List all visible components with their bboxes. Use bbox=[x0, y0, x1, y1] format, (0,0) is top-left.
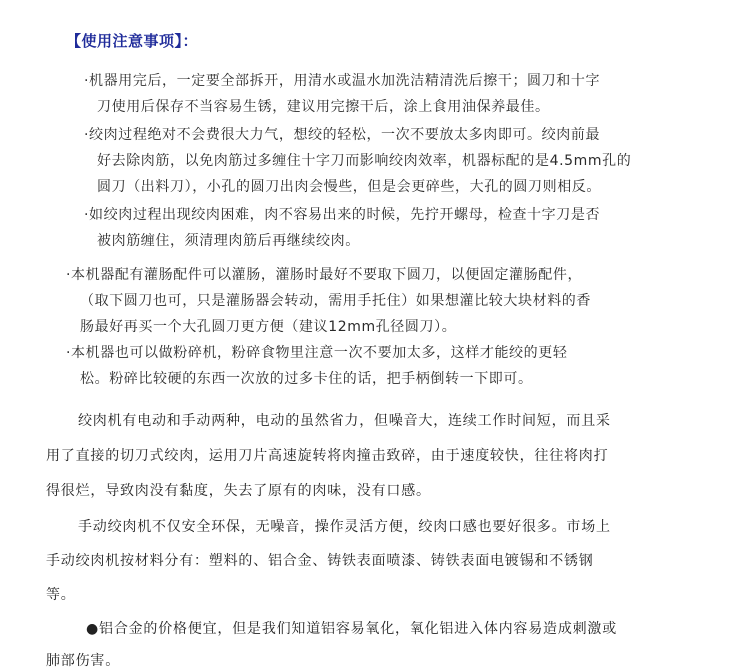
paragraph-2-line-1: 手动绞肉机不仅安全环保，无噪音，操作灵活方便，绞肉口感也要好很多。市场上 bbox=[78, 519, 611, 535]
note-3-line-1: ·如绞肉过程出现绞肉困难，肉不容易出来的时候，先拧开螺母，检查十字刀是否 bbox=[84, 207, 601, 223]
note-2-line-2: 好去除肉筋，以免肉筋过多缠住十字刀而影响绞肉效率，机器标配的是4.5mm孔的 bbox=[97, 153, 632, 169]
paragraph-3-line-1: ●铝合金的价格便宜，但是我们知道铝容易氧化，氧化铝进入体内容易造成刺激或 bbox=[86, 621, 618, 637]
note-4-line-2: （取下圆刀也可，只是灌肠器会转动，需用手托住）如果想灌比较大块材料的香 bbox=[80, 293, 591, 309]
note-2-line-3: 圆刀（出料刀），小孔的圆刀出肉会慢些，但是会更碎些，大孔的圆刀则相反。 bbox=[97, 179, 601, 195]
paragraph-1-line-1: 绞肉机有电动和手动两种，电动的虽然省力，但噪音大，连续工作时间短，而且采 bbox=[78, 413, 611, 429]
note-4-line-3: 肠最好再买一个大孔圆刀更方便（建议12mm孔径圆刀）。 bbox=[80, 319, 457, 335]
paragraph-2-line-3: 等。 bbox=[46, 587, 76, 603]
paragraph-1-line-3: 得很烂，导致肉没有黏度，失去了原有的肉味，没有口感。 bbox=[46, 483, 431, 499]
paragraph-1-line-2: 用了直接的切刀式绞肉，运用刀片高速旋转将肉撞击致碎，由于速度较快，往往将肉打 bbox=[46, 448, 609, 464]
note-5-line-1: ·本机器也可以做粉碎机，粉碎食物里注意一次不要加太多，这样才能绞的更轻 bbox=[66, 345, 568, 361]
paragraph-3-line-2: 肺部伤害。 bbox=[46, 653, 120, 669]
note-5-line-2: 松。粉碎比较硬的东西一次放的过多卡住的话，把手柄倒转一下即可。 bbox=[80, 371, 533, 387]
paragraph-2-line-2: 手动绞肉机按材料分有：塑料的、铝合金、铸铁表面喷漆、铸铁表面电镀锡和不锈钢 bbox=[46, 553, 594, 569]
note-1-line-1: ·机器用完后，一定要全部拆开，用清水或温水加洗洁精清洗后擦干；圆刀和十字 bbox=[84, 73, 601, 89]
note-4-line-1: ·本机器配有灌肠配件可以灌肠，灌肠时最好不要取下圆刀，以便固定灌肠配件， bbox=[66, 267, 583, 283]
section-heading: 【使用注意事项】： bbox=[66, 32, 199, 50]
note-1-line-2: 刀使用后保存不当容易生锈，建议用完擦干后，涂上食用油保养最佳。 bbox=[97, 99, 550, 115]
note-2-line-1: ·绞肉过程绝对不会费很大力气，想绞的轻松，一次不要放太多肉即可。绞肉前最 bbox=[84, 127, 601, 143]
note-3-line-2: 被肉筋缠住，须清理肉筋后再继续绞肉。 bbox=[97, 233, 360, 249]
